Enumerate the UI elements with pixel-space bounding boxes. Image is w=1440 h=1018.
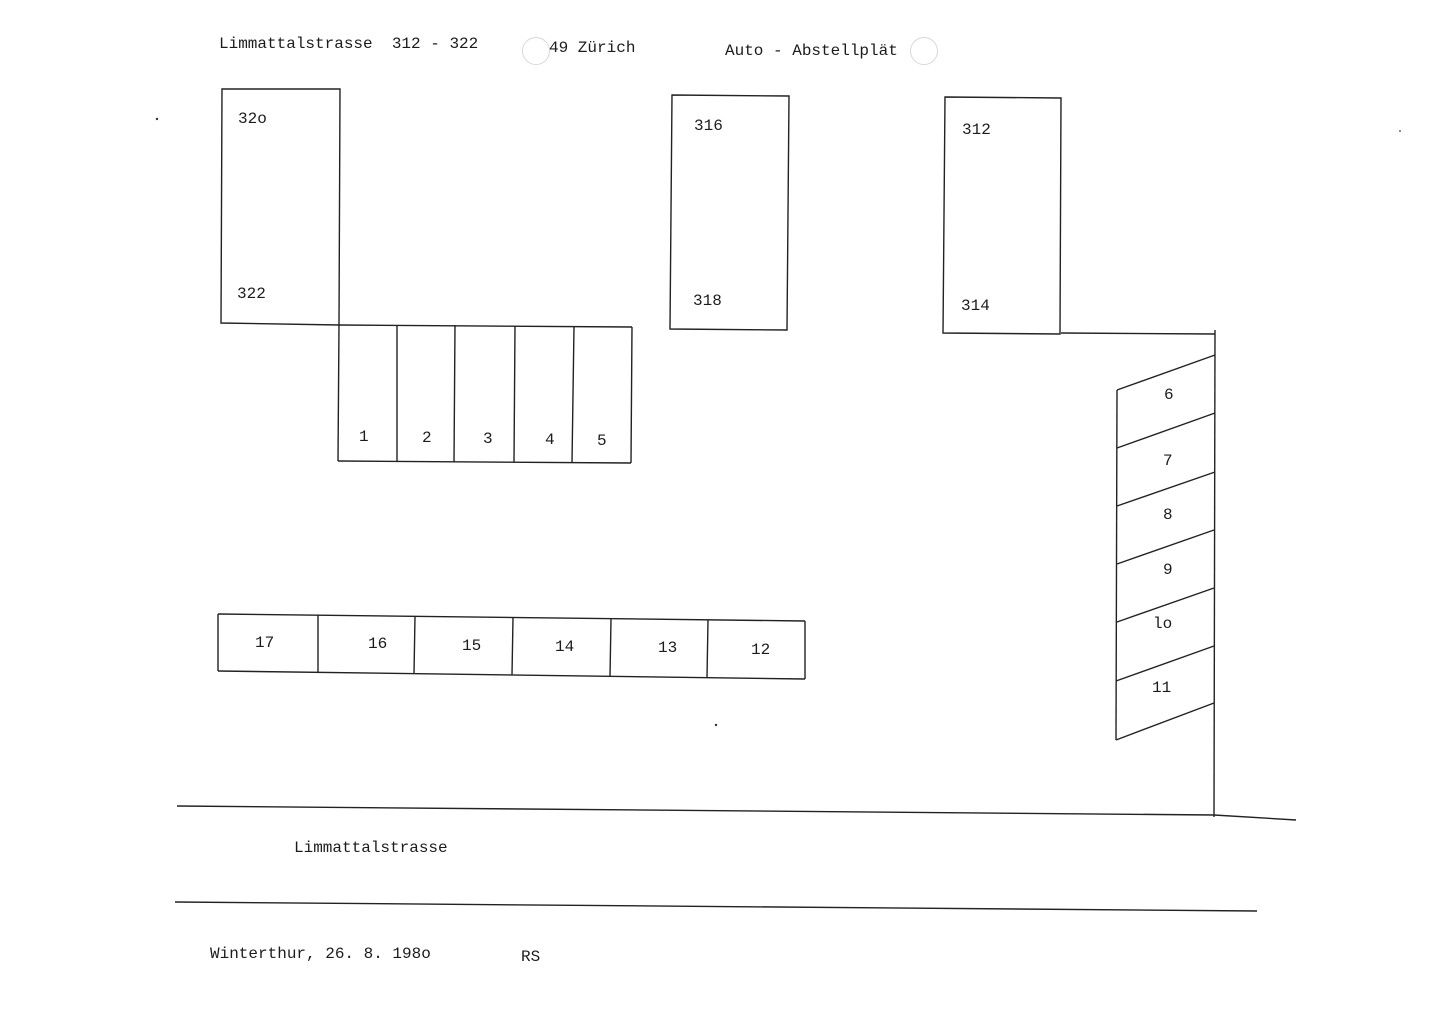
space-label: 2	[422, 429, 432, 447]
building-label: 318	[693, 292, 722, 310]
footer-initials: RS	[521, 948, 541, 966]
space-label: 1	[359, 428, 369, 446]
punch-hole	[522, 37, 550, 65]
building-label: 314	[961, 297, 990, 315]
punch-hole	[910, 37, 938, 65]
street-edge-upper	[177, 806, 1296, 820]
space-label: 17	[255, 634, 275, 652]
space-label: 14	[555, 638, 575, 656]
space-label: 6	[1164, 386, 1174, 404]
building-label: 316	[694, 117, 723, 135]
building-label: 322	[237, 285, 266, 303]
space-label: 13	[658, 639, 678, 657]
building-316-318	[670, 95, 789, 330]
space-label: 8	[1163, 506, 1173, 524]
building-label: 32o	[238, 110, 267, 128]
space-label: lo	[1153, 615, 1173, 633]
space-label: 7	[1163, 452, 1173, 470]
header-title: Auto - Abstellplät	[725, 42, 898, 60]
building-label: 312	[962, 121, 991, 139]
footer-place-date: Winterthur, 26. 8. 198o	[210, 945, 431, 963]
header-street-numbers: Limmattalstrasse 312 - 322	[219, 35, 479, 53]
space-label: 11	[1152, 679, 1172, 697]
space-label: 15	[462, 637, 482, 655]
space-label: 3	[483, 430, 493, 448]
street-edge-lower	[175, 902, 1257, 911]
header-city: 49 Zürich	[549, 39, 636, 57]
street-name-label: Limmattalstrasse	[294, 839, 448, 857]
space-label: 4	[545, 431, 555, 449]
parking-column-6-11	[1061, 330, 1215, 817]
space-label: 16	[368, 635, 388, 653]
parking-row-12-17	[218, 614, 805, 679]
space-label: 9	[1163, 561, 1173, 579]
space-label: 12	[751, 641, 771, 659]
space-label: 5	[597, 432, 607, 450]
